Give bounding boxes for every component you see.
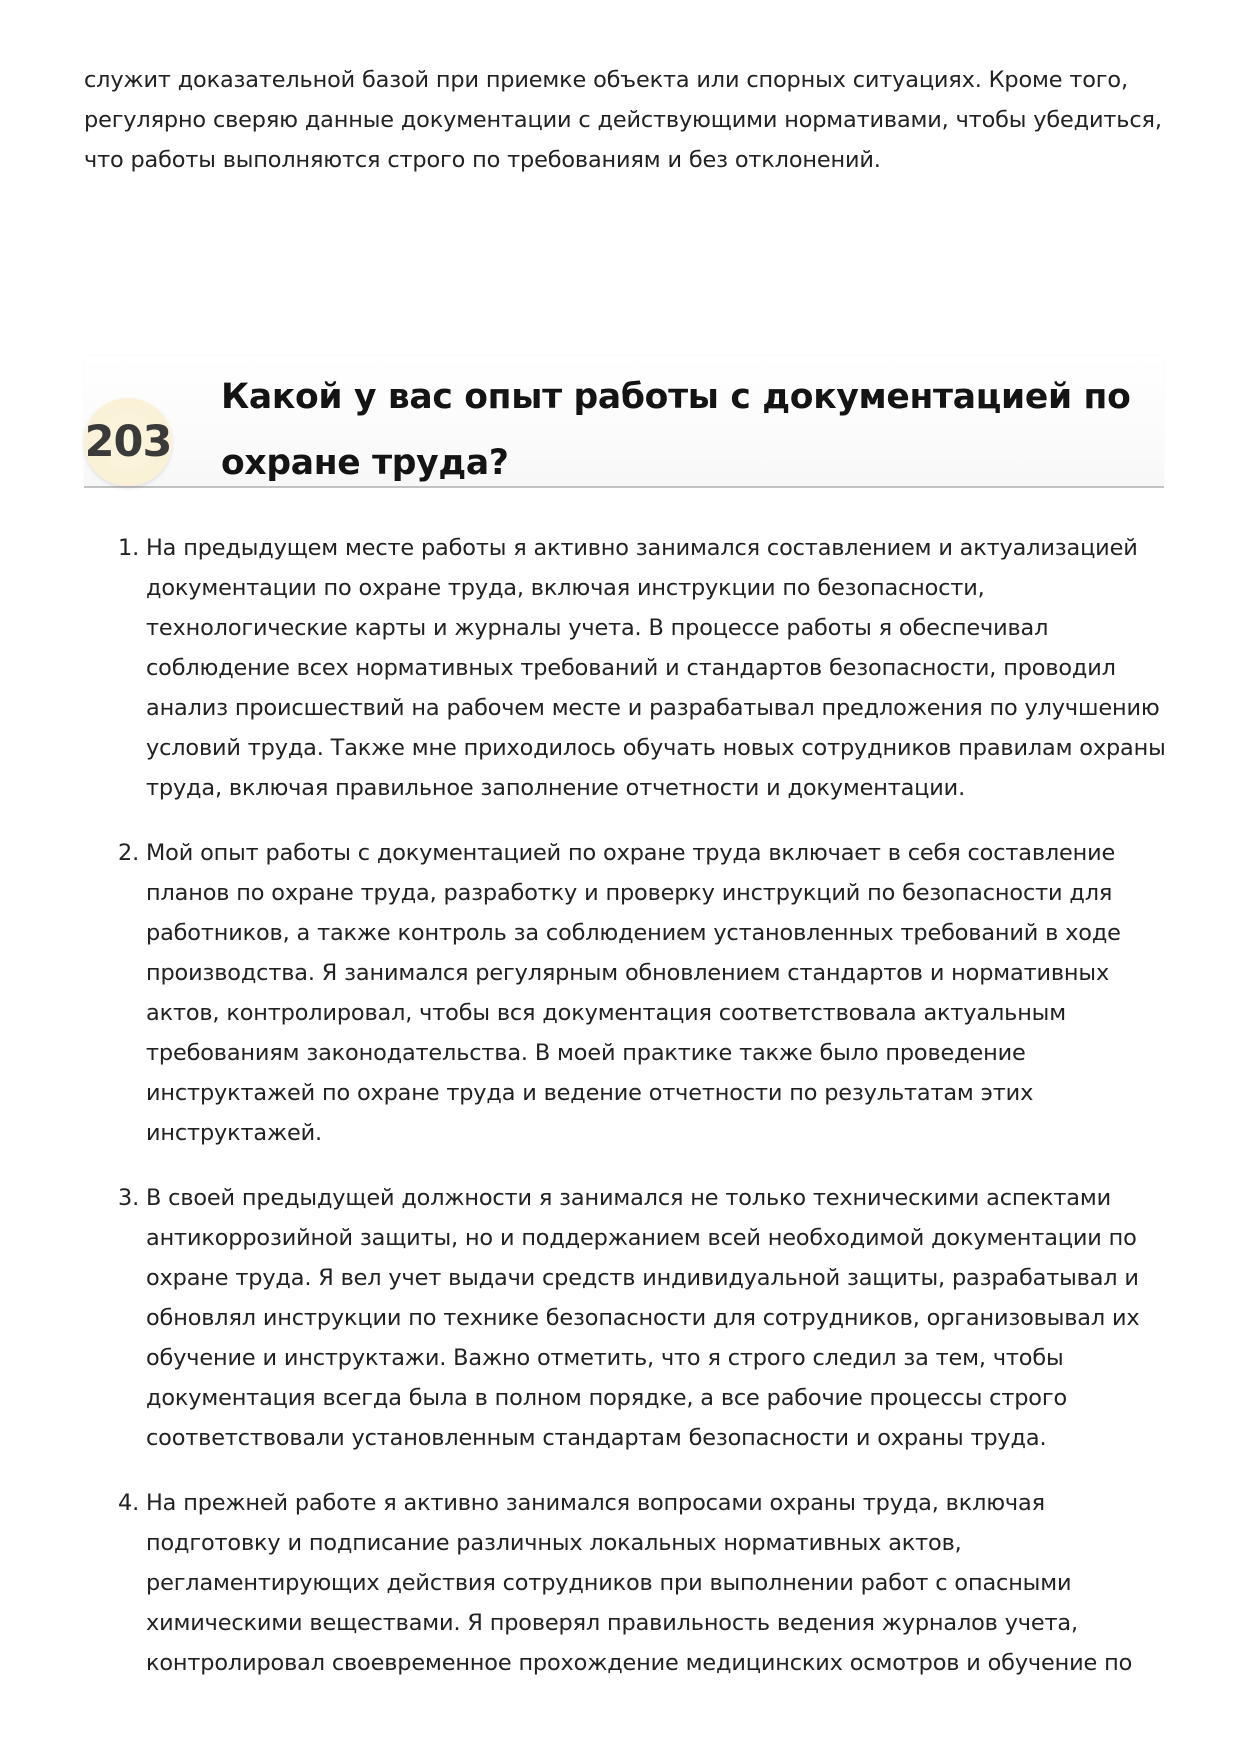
answer-line: охране труда. Я вел учет выдачи средств индивидуальной защиты, разрабатывал и <box>146 1265 1139 1291</box>
answer-line: труда, включая правильное заполнение отчетности и документации. <box>146 775 966 801</box>
answer-line: производства. Я занимался регулярным обновлением стандартов и нормативных <box>146 960 1110 986</box>
answer-item <box>84 833 1164 1153</box>
answer-line: Мой опыт работы с документацией по охране труда включает в себя составление <box>146 840 1116 866</box>
answer-line: актов, контролировал, чтобы вся документация соответствовала актуальным <box>146 1000 1066 1026</box>
answer-number: 1. <box>118 535 140 561</box>
answer-line: требованиям законодательства. В моей практике также было проведение <box>146 1040 1026 1066</box>
answer-item <box>84 1483 1164 1683</box>
answer-line: контролировал своевременное прохождение медицинских осмотров и обучение по <box>146 1650 1133 1676</box>
document-page <box>84 0 1166 1676</box>
answer-line: обучение и инструктажи. Важно отметить, что я строго следил за тем, чтобы <box>146 1345 1064 1371</box>
answer-line: документации по охране труда, включая инструкции по безопасности, <box>146 575 985 601</box>
question-header <box>84 356 1164 488</box>
answer-line: В своей предыдущей должности я занимался не только техническими аспектами <box>146 1185 1111 1211</box>
answer-line: анализ происшествий на рабочем месте и разрабатывал предложения по улучшению <box>146 695 1160 721</box>
answer-line: подготовку и подписание различных локальных нормативных актов, <box>146 1530 962 1556</box>
intro-paragraph <box>84 0 1164 180</box>
answer-line: условий труда. Также мне приходилось обучать новых сотрудников правилам охраны <box>146 735 1166 761</box>
answer-line: работников, а также контроль за соблюдением установленных требований в ходе <box>146 920 1121 946</box>
answer-line: технологические карты и журналы учета. В процессе работы я обеспечивал <box>146 615 1049 641</box>
answer-number: 2. <box>118 840 140 866</box>
answer-line: соблюдение всех нормативных требований и стандартов безопасности, проводил <box>146 655 1116 681</box>
answer-line: планов по охране труда, разработку и проверку инструкций по безопасности для <box>146 880 1113 906</box>
intro-line: что работы выполняются строго по требованиям и без отклонений. <box>84 147 881 173</box>
answer-line: документация всегда была в полном порядке, а все рабочие процессы строго <box>146 1385 1068 1411</box>
question-number-badge: 203 <box>84 398 172 486</box>
answer-line: антикоррозийной защиты, но и поддержанием всей необходимой документации по <box>146 1225 1137 1251</box>
answer-item <box>84 1178 1164 1458</box>
answer-line: химическими веществами. Я проверял правильность ведения журналов учета, <box>146 1610 1078 1636</box>
answer-number: 4. <box>118 1490 140 1516</box>
question-title <box>221 364 1161 496</box>
question-title-line: охране труда? <box>221 443 509 483</box>
question-title-line: Какой у вас опыт работы с документацией по <box>221 377 1131 417</box>
answer-line: На прежней работе я активно занимался вопросами охраны труда, включая <box>146 1490 1045 1516</box>
answer-line: обновлял инструкции по технике безопасности для сотрудников, организовывал их <box>146 1305 1140 1331</box>
answer-line: соответствовали установленным стандартам безопасности и охраны труда. <box>146 1425 1047 1451</box>
answer-list <box>84 528 1164 1708</box>
intro-line: служит доказательной базой при приемке объекта или спорных ситуациях. Кроме того, <box>84 67 1128 93</box>
intro-line: регулярно сверяю данные документации с действующими нормативами, чтобы убедиться, <box>84 107 1162 133</box>
answer-number: 3. <box>118 1185 140 1211</box>
answer-item <box>84 528 1164 808</box>
answer-line: инструктажей. <box>146 1120 322 1146</box>
answer-line: регламентирующих действия сотрудников при выполнении работ с опасными <box>146 1570 1072 1596</box>
answer-line: инструктажей по охране труда и ведение отчетности по результатам этих <box>146 1080 1034 1106</box>
answer-line: На предыдущем месте работы я активно занимался составлением и актуализацией <box>146 535 1138 561</box>
